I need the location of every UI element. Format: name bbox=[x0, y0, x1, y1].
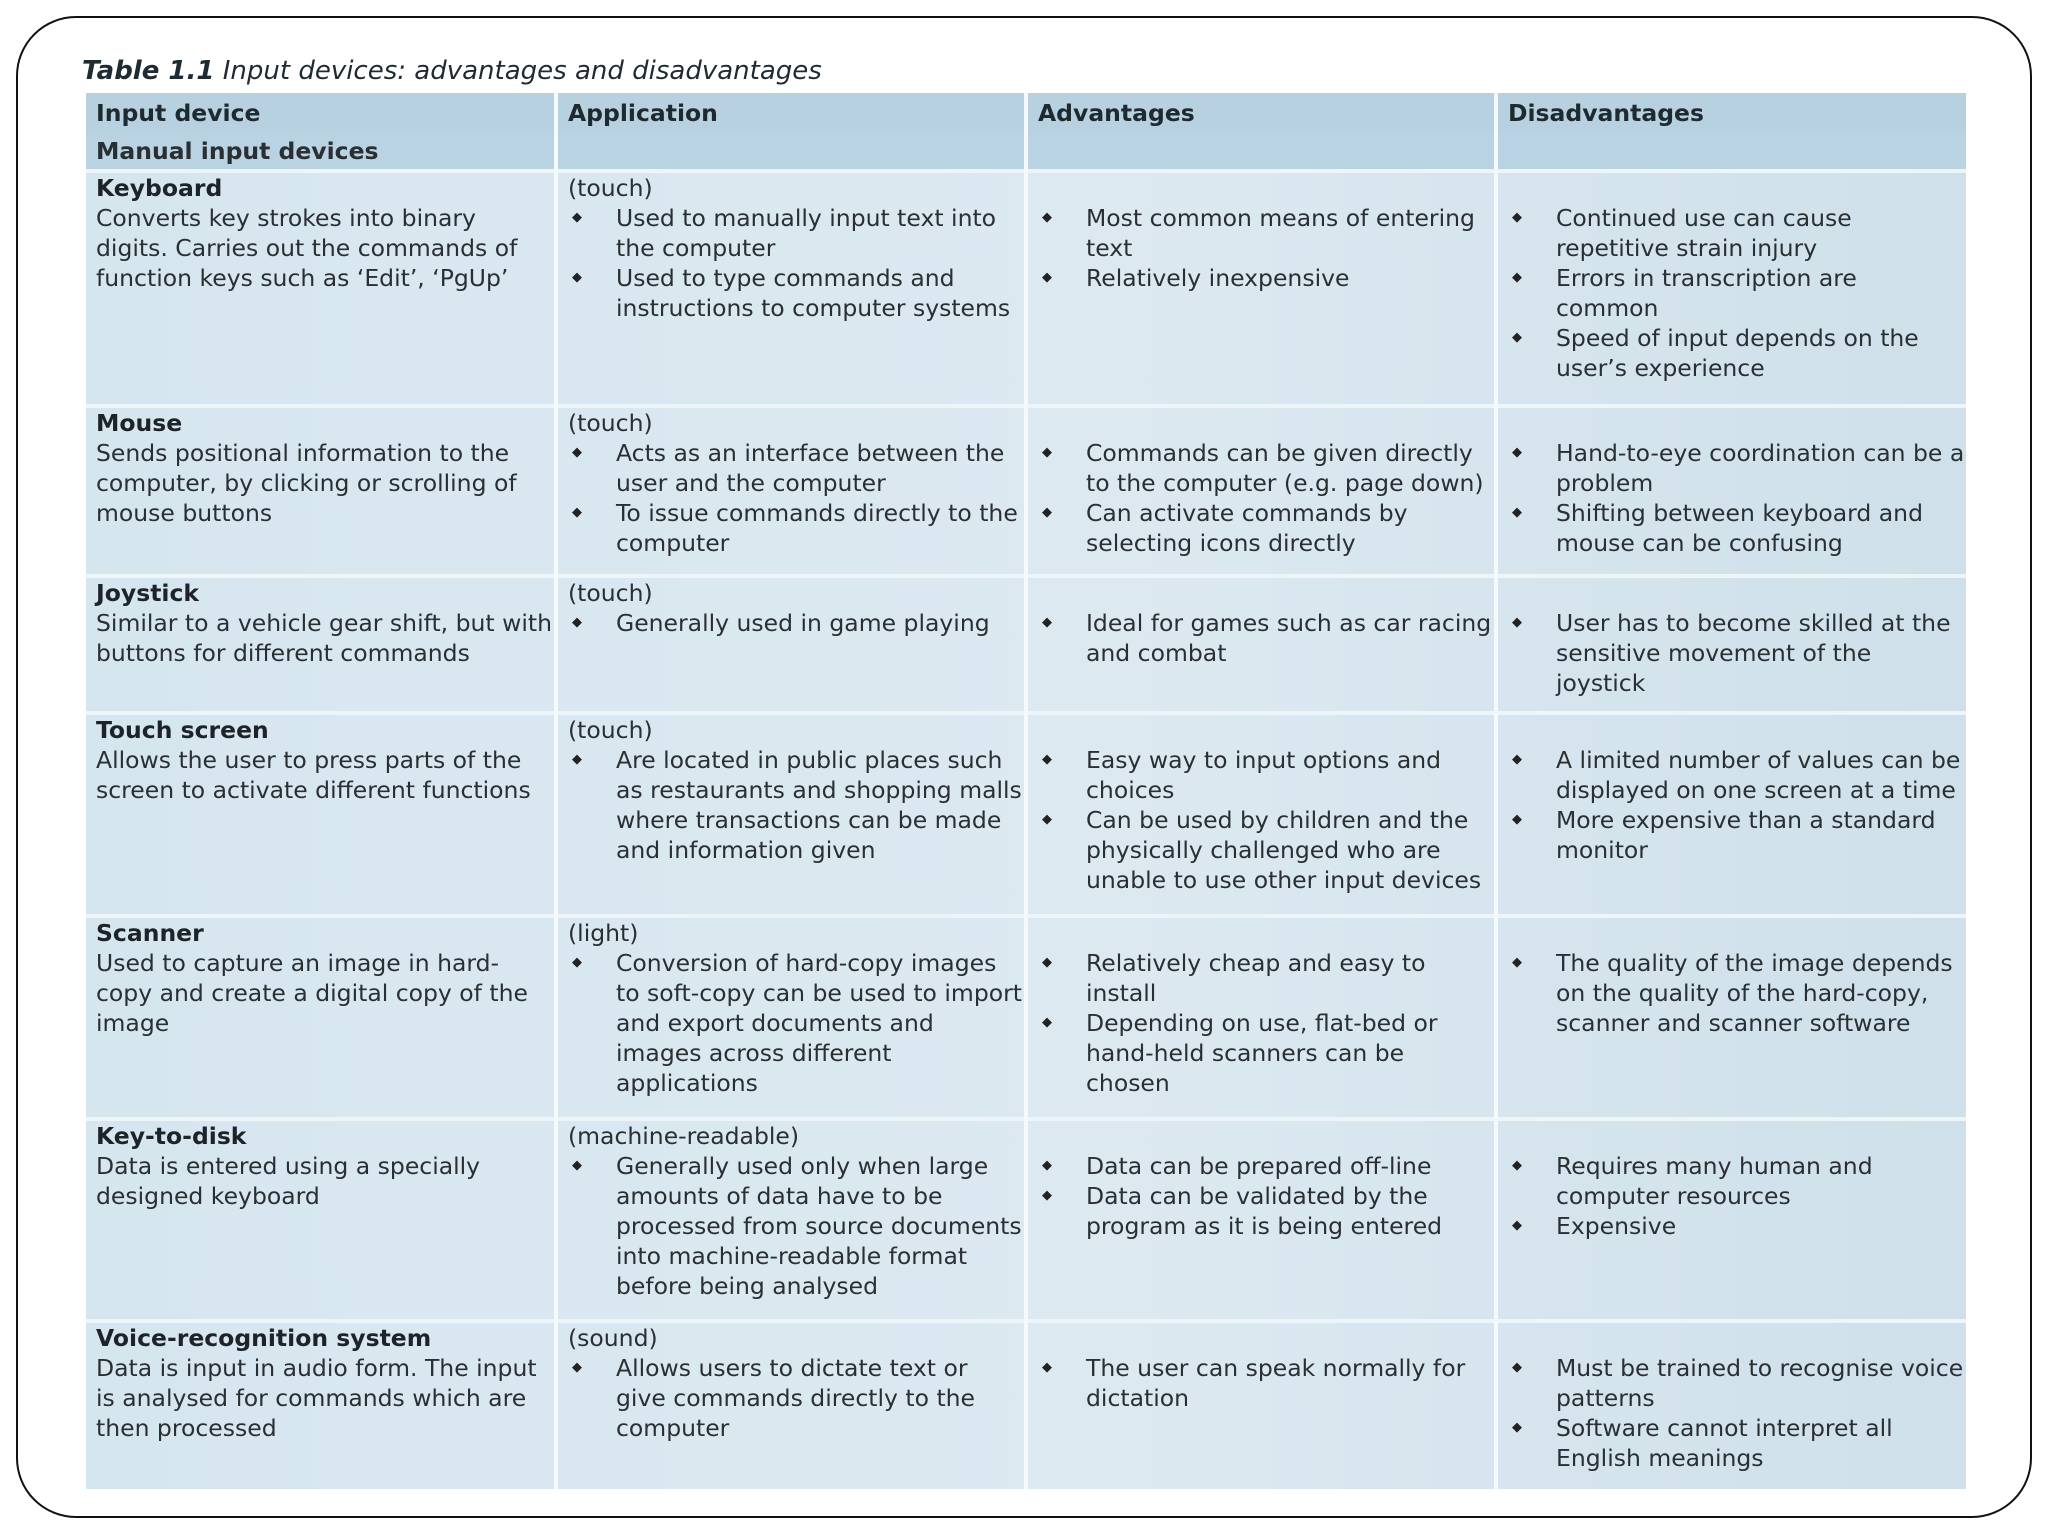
device-name: Joystick bbox=[86, 576, 556, 608]
device-detail-row bbox=[86, 1151, 1966, 1322]
advantage-list bbox=[1038, 1353, 1494, 1413]
device-name: Voice-recognition system bbox=[86, 1321, 556, 1353]
application-list bbox=[568, 948, 1024, 1098]
disadvantages-cell bbox=[1496, 1353, 1966, 1489]
disadvantages-cell bbox=[1496, 948, 1966, 1119]
disadvantage-item: ◆ User has to become skilled at the sensitive movement of the joystick bbox=[1556, 608, 1966, 698]
device-type: (touch) bbox=[556, 713, 1026, 745]
advantages-cell bbox=[1026, 1353, 1496, 1489]
application-item: ◆ Generally used only when large amounts of data have to be processed from source documents into machine-readable format before being analysed bbox=[616, 1151, 1024, 1301]
advantage-item: ◆ Relatively inexpensive bbox=[1086, 263, 1494, 293]
application-list bbox=[568, 1353, 1024, 1443]
application-item: ◆ Are located in public places such as restaurants and shopping malls where transactions can be made and information given bbox=[616, 745, 1024, 865]
device-description: Converts key strokes into binary digits. Carries out the commands of function keys such as ‘Edit’, ‘PgUp’ bbox=[96, 204, 518, 292]
disadvantages-cell bbox=[1496, 608, 1966, 713]
application-item: ◆ Conversion of hard-copy images to soft-copy can be used to import and export documents and images across different applications bbox=[616, 948, 1024, 1098]
application-cell bbox=[556, 608, 1026, 713]
advantages-cell bbox=[1026, 745, 1496, 916]
disadvantage-item: ◆ Must be trained to recognise voice patterns bbox=[1556, 1353, 1966, 1413]
device-name: Key-to-disk bbox=[86, 1119, 556, 1151]
application-item: ◆ Generally used in game playing bbox=[616, 608, 1024, 638]
device-name-row bbox=[86, 713, 1966, 745]
disadvantage-item: ◆ Errors in transcription are common bbox=[1556, 263, 1966, 323]
advantage-item: ◆ Ideal for games such as car racing and combat bbox=[1086, 608, 1494, 668]
table-body bbox=[86, 133, 1966, 1489]
disadvantage-item: ◆ Expensive bbox=[1556, 1211, 1966, 1241]
application-list bbox=[568, 745, 1024, 865]
device-type: (sound) bbox=[556, 1321, 1026, 1353]
disadvantage-item: ◆ Shifting between keyboard and mouse can be confusing bbox=[1556, 498, 1966, 558]
disadvantage-item: ◆ More expensive than a standard monitor bbox=[1556, 805, 1966, 865]
application-item: ◆ To issue commands directly to the computer bbox=[616, 498, 1024, 558]
device-name: Touch screen bbox=[86, 713, 556, 745]
advantage-list bbox=[1038, 438, 1494, 558]
device-name: Scanner bbox=[86, 916, 556, 948]
header-input-device: Input device bbox=[86, 93, 556, 133]
advantage-item: ◆ Depending on use, flat-bed or hand-held scanners can be chosen bbox=[1086, 1008, 1494, 1098]
advantage-list bbox=[1038, 1151, 1494, 1241]
device-type: (machine-readable) bbox=[556, 1119, 1026, 1151]
advantage-list bbox=[1038, 948, 1494, 1098]
advantages-cell bbox=[1026, 203, 1496, 406]
advantage-item: ◆ Relatively cheap and easy to install bbox=[1086, 948, 1494, 1008]
application-cell bbox=[556, 1151, 1026, 1322]
disadvantage-list bbox=[1508, 203, 1966, 383]
advantage-item: ◆ Can activate commands by selecting icons directly bbox=[1086, 498, 1494, 558]
application-cell bbox=[556, 438, 1026, 576]
device-type: (touch) bbox=[556, 171, 1026, 203]
device-description: Allows the user to press parts of the screen to activate different functions bbox=[96, 746, 531, 805]
device-description: Data is entered using a specially designed keyboard bbox=[96, 1151, 481, 1210]
device-detail-row bbox=[86, 948, 1966, 1119]
advantage-list bbox=[1038, 745, 1494, 895]
advantages-cell bbox=[1026, 1151, 1496, 1322]
table-caption bbox=[82, 56, 822, 86]
disadvantage-list bbox=[1508, 1353, 1966, 1473]
disadvantages-cell bbox=[1496, 438, 1966, 576]
header-advantages: Advantages bbox=[1026, 93, 1496, 133]
device-detail-row bbox=[86, 745, 1966, 916]
device-name-row bbox=[86, 406, 1966, 438]
disadvantage-item: ◆ A limited number of values can be displayed on one screen at a time bbox=[1556, 745, 1966, 805]
application-list bbox=[568, 608, 1024, 638]
disadvantage-item: ◆ Requires many human and computer resources bbox=[1556, 1151, 1966, 1211]
application-item: ◆ Used to type commands and instructions to computer systems bbox=[616, 263, 1024, 323]
section-row bbox=[86, 133, 1966, 171]
header-row bbox=[86, 93, 1966, 133]
device-detail-row bbox=[86, 608, 1966, 713]
disadvantage-item: ◆ Hand-to-eye coordination can be a problem bbox=[1556, 438, 1966, 498]
disadvantage-list bbox=[1508, 438, 1966, 558]
device-name-row bbox=[86, 1321, 1966, 1353]
application-list bbox=[568, 1151, 1024, 1301]
application-item: ◆ Used to manually input text into the computer bbox=[616, 203, 1024, 263]
device-type: (touch) bbox=[556, 576, 1026, 608]
disadvantage-item: ◆ The quality of the image depends on the quality of the hard-copy, scanner and scanner software bbox=[1556, 948, 1966, 1038]
advantages-cell bbox=[1026, 608, 1496, 713]
disadvantage-list bbox=[1508, 1151, 1966, 1241]
device-name-row bbox=[86, 576, 1966, 608]
device-detail-row bbox=[86, 1353, 1966, 1489]
disadvantages-cell bbox=[1496, 203, 1966, 406]
input-devices-table bbox=[86, 93, 1966, 1489]
application-cell bbox=[556, 203, 1026, 406]
application-list bbox=[568, 438, 1024, 558]
device-name: Keyboard bbox=[86, 171, 556, 203]
advantage-item: ◆ Easy way to input options and choices bbox=[1086, 745, 1494, 805]
advantage-list bbox=[1038, 608, 1494, 668]
disadvantage-list bbox=[1508, 608, 1966, 698]
disadvantage-item: ◆ Speed of input depends on the user’s experience bbox=[1556, 323, 1966, 383]
device-name-row bbox=[86, 1119, 1966, 1151]
advantage-list bbox=[1038, 203, 1494, 293]
device-description: Used to capture an image in hard-copy and create a digital copy of the image bbox=[96, 948, 528, 1037]
disadvantage-item: ◆ Software cannot interpret all English meanings bbox=[1556, 1413, 1966, 1473]
header-application: Application bbox=[556, 93, 1026, 133]
advantage-item: ◆ Commands can be given directly to the computer (e.g. page down) bbox=[1086, 438, 1494, 498]
caption-number: Table 1.1 bbox=[82, 56, 215, 86]
application-item: ◆ Acts as an interface between the user and the computer bbox=[616, 438, 1024, 498]
device-name-row bbox=[86, 916, 1966, 948]
caption-text: Input devices: advantages and disadvantages bbox=[222, 56, 822, 86]
disadvantage-item: ◆ Continued use can cause repetitive strain injury bbox=[1556, 203, 1966, 263]
device-description: Similar to a vehicle gear shift, but with buttons for different commands bbox=[96, 609, 552, 668]
section-title: Manual input devices bbox=[86, 133, 556, 171]
advantages-cell bbox=[1026, 948, 1496, 1119]
disadvantages-cell bbox=[1496, 745, 1966, 916]
disadvantage-list bbox=[1508, 948, 1966, 1038]
application-item: ◆ Allows users to dictate text or give commands directly to the computer bbox=[616, 1353, 1024, 1443]
device-name: Mouse bbox=[86, 406, 556, 438]
disadvantage-list bbox=[1508, 745, 1966, 865]
application-list bbox=[568, 203, 1024, 323]
device-detail-row bbox=[86, 438, 1966, 576]
disadvantages-cell bbox=[1496, 1151, 1966, 1322]
device-description: Data is input in audio form. The input is analysed for commands which are then processed bbox=[96, 1354, 537, 1443]
application-cell bbox=[556, 948, 1026, 1119]
advantage-item: ◆ Data can be validated by the program as it is being entered bbox=[1086, 1181, 1494, 1241]
advantage-item: ◆ Data can be prepared off-line bbox=[1086, 1151, 1494, 1181]
advantage-item: ◆ Can be used by children and the physically challenged who are unable to use other input devices bbox=[1086, 805, 1494, 895]
device-type: (light) bbox=[556, 916, 1026, 948]
advantages-cell bbox=[1026, 438, 1496, 576]
application-cell bbox=[556, 1353, 1026, 1489]
device-description: Sends positional information to the computer, by clicking or scrolling of mouse buttons bbox=[96, 439, 517, 528]
header-disadvantages: Disadvantages bbox=[1496, 93, 1966, 133]
device-detail-row bbox=[86, 203, 1966, 406]
advantage-item: ◆ Most common means of entering text bbox=[1086, 203, 1494, 263]
device-name-row bbox=[86, 171, 1966, 203]
device-type: (touch) bbox=[556, 406, 1026, 438]
advantage-item: ◆ The user can speak normally for dictation bbox=[1086, 1353, 1494, 1413]
application-cell bbox=[556, 745, 1026, 916]
